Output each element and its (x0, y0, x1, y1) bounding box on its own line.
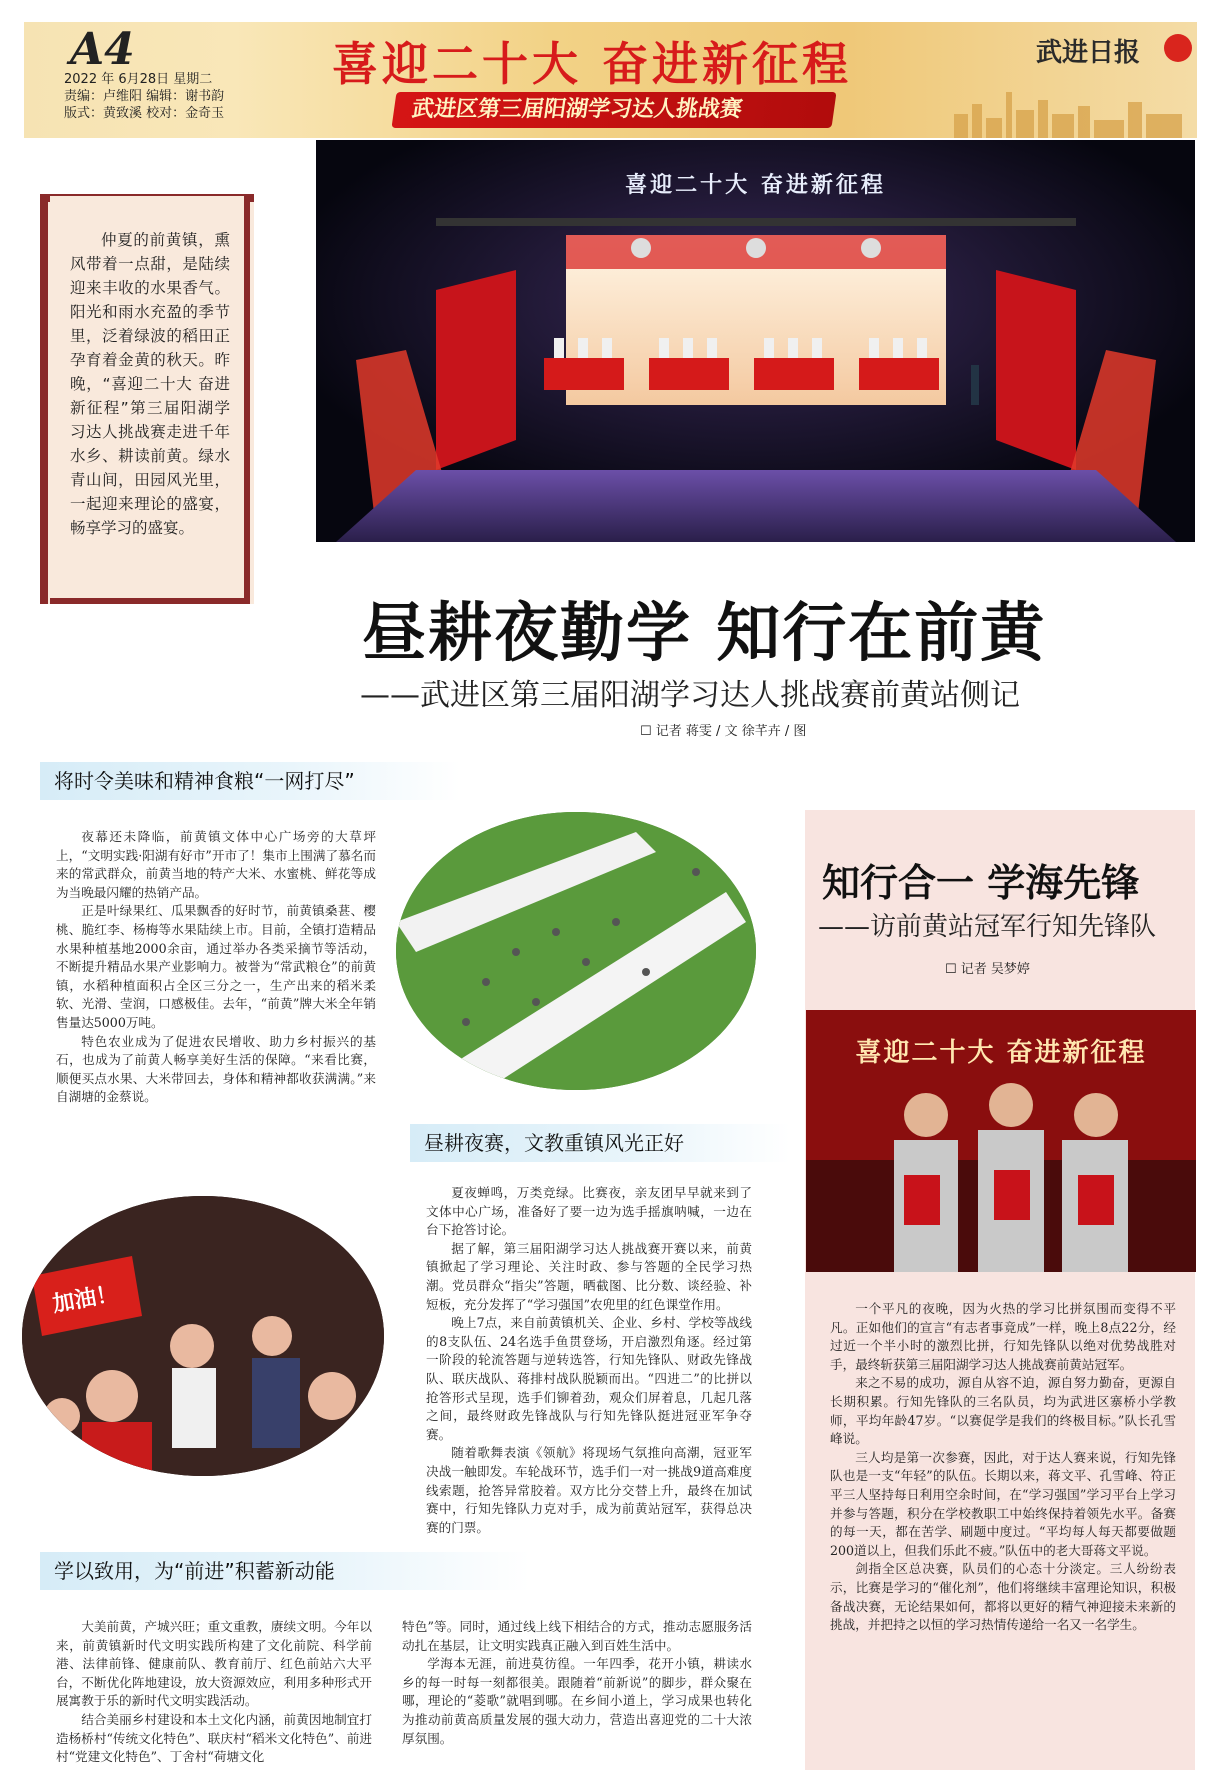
banner-subslogan: 武进区第三届阳湖学习达人挑战赛 (391, 92, 836, 128)
paragraph: 晚上7点，来自前黄镇机关、企业、乡村、学校等战线的8支队伍、24名选手鱼贯登场，开启激烈角逐。经过第一阶段的轮流答题与逆转选答，行知先锋队、财政先锋战队、联庆战队、蒋排村战队脱颖而出。“四进二”的比拼以抢答形式呈现，选手们铆着劲，观众们屏着息，几起几落之间，最终财政先锋战队与行知先锋队挺进冠亚军争夺赛。 (426, 1315, 752, 1442)
paragraph: 结合美丽乡村建设和本土文化内涵，前黄因地制宜打造杨桥村“传统文化特色”、联庆村“稻米文化特色”、前进村“党建文化特色”、丁舍村“荷塘文化 (56, 1711, 372, 1765)
paragraph: 大美前黄，产城兴旺；重文重教，赓续文明。今年以来，前黄镇新时代文明实践所构建了文化前院、科学前港、法律前锋、健康前队、教育前厅、红色前站六大平台，不断优化阵地建设，放大资源效应，利用多种形式开展寓教于乐的新时代文明实践活动。 (56, 1619, 372, 1709)
section-3-body-right (402, 1618, 752, 1748)
section-header-3: 学以致用，为“前进”积蓄新动能 (40, 1552, 530, 1590)
paragraph: 夜幕还未降临，前黄镇文体中心广场旁的大草坪上，“文明实践·阳湖有好市”开市了！集市上围满了慕名而来的常武群众，前黄当地的特产大米、水蜜桃、鲜花等成为当晚最闪耀的热销产品。 (56, 829, 376, 900)
editor-credits: 责编：卢维阳 编辑：谢书韵 (64, 89, 225, 104)
market-illustration (396, 812, 756, 1090)
page-banner (24, 22, 1197, 138)
paragraph: 据了解，第三届阳湖学习达人挑战赛开赛以来，前黄镇掀起了学习理论、关注时政、参与答题的全民学习热潮。党员群众“指尖”答题，晒截图、比分数、谈经验、补短板，充分发挥了“学习强国”农兜里的红色课堂作用。 (426, 1240, 752, 1312)
paragraph: 三人均是第一次参赛，因此，对于达人赛来说，行知先锋队也是一支“年轻”的队伍。长期以来，蒋文平、孔雪峰、符正平三人坚持每日利用空余时间，在“学习强国”学习平台上学习并参与答题，积分在学校教职工中始终保持着领先水平。备赛的每一天，都在苦学、刷题中度过。“平均每人每天都要做题200道以上，但我们乐此不疲。”队伍中的老大哥蒋文平说。 (830, 1449, 1176, 1558)
paragraph: 特色农业成为了促进农民增收、助力乡村振兴的基石，也成为了前黄人畅享美好生活的保障。“来看比赛，顺便买点水果、大米带回去，身体和精神都收获满满。”来自湖塘的金蔡说。 (56, 1033, 376, 1105)
article-headline: 昼耕夜勤学 知行在前黄 (362, 597, 1047, 671)
paragraph: 一个平凡的夜晚，因为火热的学习比拼氛围而变得不平凡。正如他们的宣言“有志者事竟成”一样，晚上8点22分，经过近一个半小时的激烈比拼，行知先锋队以绝对优势战胜对手，最终斩获第三届阳湖学习达人挑战赛前黄站冠军。 (830, 1301, 1176, 1372)
issue-date: 2022 年 6月28日 星期二 (64, 72, 213, 87)
section-3-body-left (56, 1618, 372, 1767)
article-subheadline: ——武进区第三届阳湖学习达人挑战赛前黄站侧记 (360, 678, 1020, 713)
banner-slogan: 喜迎二十大 奋进新征程 (332, 37, 853, 91)
paragraph: 学海本无涯，前进莫彷徨。一年四季，花开小镇，耕读水乡的每一时每一刻都很美。跟随着“前新说”的脚步，群众聚在哪，理论的“菱歌”就唱到哪。在乡间小道上，学习成果也转化为推动前黄高质量发展的强大动力，营造出喜迎党的二十大浓厚氛围。 (402, 1656, 752, 1746)
paragraph: 剑指全区总决赛，队员们的心态十分淡定。三人纷纷表示，比赛是学习的“催化剂”，他们将继续丰富理论知识，积极备战决赛，无论结果如何，都将以更好的精气神迎接未来新的挑战，并把持之以恒的学习热情传递给一名又一名学生。 (830, 1561, 1176, 1633)
newspaper-logo: 武进日报 (1036, 38, 1141, 68)
paragraph: 夏夜蝉鸣，万类竞绿。比赛夜，亲友团早早就来到了文体中心广场，准备好了要一边为选手摇旗呐喊，一边在台下抢答讨论。 (426, 1185, 752, 1238)
section-header-2: 昼耕夜赛，文教重镇风光正好 (410, 1124, 790, 1162)
market-photo (396, 812, 756, 1090)
stage-title-text: 喜迎二十大 奋进新征程 (625, 173, 886, 198)
section-2-body (426, 1184, 752, 1537)
sidebar-byline: ☐ 记者 吴梦婷 (945, 962, 1030, 977)
section-header-1: 将时令美味和精神食粮“一网打尽” (40, 762, 460, 800)
champion-team-photo (806, 1010, 1196, 1272)
sidebar-title: 知行合一 学海先锋 (822, 861, 1140, 905)
audience-photo (22, 1196, 384, 1476)
paragraph: 来之不易的成功，源自从容不迫，源自努力勤奋，更源自长期积累。行知先锋队的三名队员，均为武进区寨桥小学教师，平均年龄47岁。“以赛促学是我们的终极目标。”队长孔雪峰说。 (830, 1375, 1176, 1447)
sidebar-body (830, 1300, 1176, 1635)
stage-illustration (316, 140, 1195, 542)
section-1-body (56, 828, 376, 1107)
intro-text: 仲夏的前黄镇，熏风带着一点甜，是陆续迎来丰收的水果香气。阳光和雨水充盈的季节里，泛着绿波的稻田正孕育着金黄的秋天。昨晚，“喜迎二十大 奋进新征程”第三届阳湖学习达人挑战赛走进千年水乡、耕读前黄。绿水青山间，田园风光里，一起迎来理论的盛宴，畅享学习的盛宴。 (70, 231, 230, 537)
stage-photo (316, 140, 1195, 542)
logo-mark-icon (1164, 34, 1192, 62)
audience-illustration (22, 1196, 384, 1476)
paragraph: 正是叶绿果红、瓜果飘香的好时节，前黄镇桑葚、樱桃、脆红李、杨梅等水果陆续上市。目前，全镇打造精品水果种植基地2000余亩，通过举办各类采摘节等活动，不断提升精品水果产业影响力。被誉为“常武粮仓”的前黄镇，水稻种植面积占全区三分之一，生产出来的稻米柔软、光滑、莹润，口感极佳。去年，“前黄”牌大米全年销售量达5000万吨。 (56, 903, 376, 1030)
paragraph: 随着歌舞表演《领航》将现场气氛推向高潮，冠亚军决战一触即发。车轮战环节，选手们一对一挑战9道高难度线索题，抢答异常胶着。双方比分交替上升，最终在加试赛中，行知先锋队力克对手，成为前黄站冠军，获得总决赛的门票。 (426, 1445, 752, 1535)
city-skyline-illustration (954, 84, 1184, 138)
paragraph: 特色”等。同时，通过线上线下相结合的方式，推动志愿服务活动扎在基层，让文明实践真正融入到百姓生活中。 (402, 1619, 752, 1653)
champion-photo-caption: 喜迎二十大 奋进新征程 (855, 1038, 1147, 1068)
article-byline: ☐ 记者 蒋雯 / 文 徐芊卉 / 图 (640, 724, 807, 739)
layout-credits: 版式：黄致溪 校对：金奇玉 (64, 106, 225, 121)
cheer-sign: 加油！ (50, 1281, 121, 1318)
page-number: A4 (70, 24, 135, 75)
sidebar-subtitle: ——访前黄站冠军行知先锋队 (818, 912, 1157, 942)
